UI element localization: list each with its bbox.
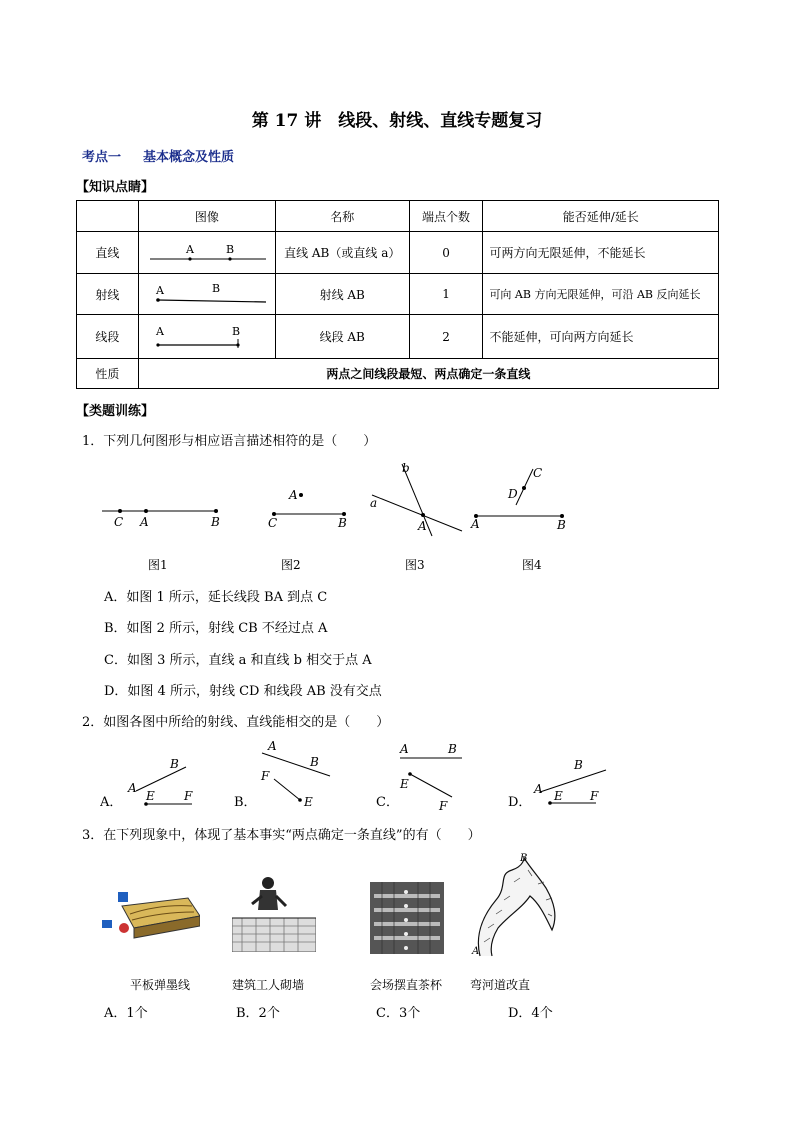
point-label: C: [114, 515, 124, 529]
row-name: 直线 AB（或直线 a）: [275, 232, 409, 274]
point-label: A: [418, 519, 427, 533]
point-label: F: [590, 789, 599, 803]
line-figure: [138, 232, 275, 274]
q3-option-a: A．1个: [104, 1006, 148, 1021]
point-label: A: [268, 739, 277, 753]
property-text: 两点之间线段最短、两点确定一条直线: [138, 359, 718, 389]
section-header: [82, 146, 234, 165]
point-label: B: [211, 515, 220, 529]
point-label: C: [533, 466, 543, 480]
q1-option-b: B．如图 2 所示，射线 CB 不经过点 A: [104, 621, 328, 636]
q3-option-b: B．2个: [236, 1006, 280, 1021]
ray-diagram: [142, 276, 272, 310]
river-picture: [468, 852, 560, 958]
point-label: A: [185, 243, 194, 256]
ray-figure: [138, 274, 275, 315]
table-header: 端点个数: [409, 201, 483, 232]
point-label: B: [170, 757, 179, 771]
table-header: 名称: [275, 201, 409, 232]
point-label: B: [557, 518, 566, 532]
point-label: A: [471, 517, 480, 531]
point-label: B: [231, 325, 240, 338]
q1-option-c: C．如图 3 所示，直线 a 和直线 b 相交于点 A: [104, 653, 372, 668]
knowledge-heading: 【知识点睛】: [76, 180, 155, 195]
point-label: E: [146, 789, 155, 803]
point-label: B: [225, 243, 234, 256]
ink-line-picture: [100, 876, 200, 946]
point-label: E: [304, 795, 313, 809]
q1-option-d: D．如图 4 所示，射线 CD 和线段 AB 没有交点: [104, 684, 382, 699]
row-name: 射线 AB: [275, 274, 409, 315]
point-label: B: [448, 742, 457, 756]
picture-caption: 建筑工人砌墙: [232, 978, 305, 992]
point-label: F: [261, 769, 270, 783]
point-label: A: [128, 781, 137, 795]
table-row: [77, 359, 719, 389]
segment-diagram: [142, 317, 272, 353]
table-header: [77, 201, 139, 232]
point-label: A: [289, 488, 298, 502]
row-endpoints: 0: [409, 232, 483, 274]
point-label: A: [155, 325, 164, 338]
option-letter: B．: [234, 795, 257, 810]
q3-option-d: D．4个: [508, 1006, 553, 1021]
row-type: 射线: [77, 274, 139, 315]
row-type: 直线: [77, 232, 139, 274]
knowledge-table: [76, 200, 719, 389]
point-label: E: [400, 777, 409, 791]
row-endpoints: 2: [409, 315, 483, 359]
point-label: B: [574, 758, 583, 772]
page-title: 第 17 讲 线段、射线、直线专题复习: [251, 111, 543, 131]
table-header: 能否延伸/延长: [483, 201, 719, 232]
question-2-stem: 2．如图各图中所给的射线、直线能相交的是（ ）: [82, 715, 390, 730]
figure-caption: 图2: [281, 558, 301, 572]
point-label: B: [211, 281, 220, 295]
question-3-stem: 3．在下列现象中，体现了基本事实“两点确定一条直线”的有（ ）: [82, 828, 481, 843]
row-extend: 不能延伸，可向两方向延长: [483, 315, 719, 359]
q2-figures: [100, 736, 620, 816]
line-label: a: [370, 496, 378, 510]
figure-caption: 图1: [148, 558, 168, 572]
option-letter: C．: [376, 795, 399, 810]
picture-caption: 会场摆直茶杯: [370, 978, 443, 992]
point-label: F: [184, 789, 193, 803]
figure-caption: 图3: [405, 558, 425, 572]
line-label: b: [402, 461, 410, 475]
segment-figure: [138, 315, 275, 359]
point-label: B: [338, 516, 347, 530]
meeting-hall-picture: [370, 882, 444, 954]
bricklayer-picture: [232, 874, 316, 952]
option-letter: A．: [100, 795, 123, 810]
section-name: 基本概念及性质: [143, 150, 235, 165]
point-label: B: [310, 755, 319, 769]
point-label: A: [140, 515, 149, 529]
row-name: 线段 AB: [275, 315, 409, 359]
option-letter: D．: [508, 795, 532, 810]
point-label: A: [472, 946, 480, 957]
row-extend: 可两方向无限延伸，不能延长: [483, 232, 719, 274]
picture-caption: 平板弹墨线: [130, 978, 191, 992]
point-label: D: [508, 487, 518, 501]
row-endpoints: 1: [409, 274, 483, 315]
point-label: B: [520, 853, 528, 864]
section-label: 考点一: [82, 150, 122, 165]
q1-figures: [90, 455, 590, 545]
point-label: E: [554, 789, 563, 803]
point-label: A: [400, 742, 409, 756]
point-label: A: [155, 283, 164, 297]
point-label: F: [439, 799, 448, 813]
row-extend: 可向 AB 方向无限延伸，可沿 AB 反向延长: [483, 274, 719, 315]
point-label: C: [268, 516, 278, 530]
picture-caption: 弯河道改直: [470, 978, 531, 992]
table-row: [77, 315, 719, 359]
line-diagram: [142, 233, 272, 269]
q1-option-a: A．如图 1 所示，延长线段 BA 到点 C: [104, 590, 328, 605]
practice-heading: 【类题训练】: [76, 404, 155, 419]
table-row: [77, 232, 719, 274]
table-header: 图像: [138, 201, 275, 232]
table-row: [77, 274, 719, 315]
q3-option-c: C．3个: [376, 1006, 421, 1021]
figure-caption: 图4: [522, 558, 542, 572]
property-label: 性质: [77, 359, 139, 389]
point-label: A: [534, 782, 543, 796]
question-1-stem: 1．下列几何图形与相应语言描述相符的是（ ）: [82, 434, 377, 449]
table-header-row: [77, 201, 719, 232]
row-type: 线段: [77, 315, 139, 359]
